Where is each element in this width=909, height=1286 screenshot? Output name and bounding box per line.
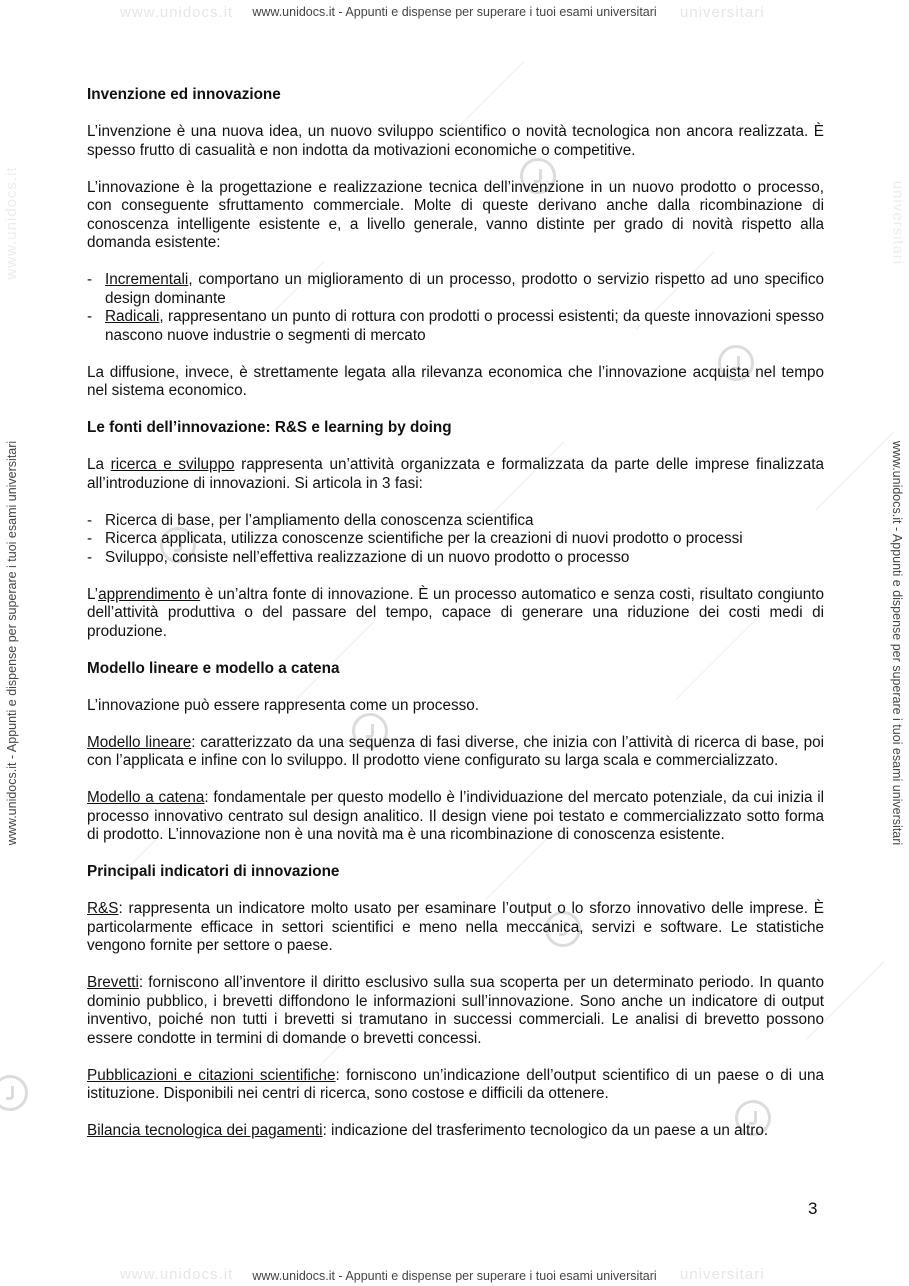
paragraph-modello-catena [87, 789, 824, 845]
term-rs: R&S [87, 900, 119, 917]
term-brevetti: Brevetti [87, 974, 139, 991]
text-span: La [87, 456, 111, 473]
paragraph-bilancia [87, 1122, 824, 1141]
text-span: : caratterizzato da una sequenza di fasi diverse, che inizia con l’attività di ricerca di base, poi con l’applicata e infine con lo sviluppo. Il prodotto viene configurato su larga scala e commercializzato. [87, 733, 824, 769]
term-modello-catena: Modello a catena [87, 789, 205, 806]
paragraph-apprendimento [87, 586, 824, 642]
text-span: : forniscono un’indicazione dell’output scientifico di un paese o di una istituzione. Disponibili nei centri di ricerca, sono costose e difficili da ottenere. [87, 1066, 824, 1102]
text-span: : rappresenta un indicatore molto usato per esaminare l’output o lo sforzo innovativo delle imprese. È particolarmente efficace in settori scientifici e meno nella meccanica, servizi e software. Le statistiche vengono fornite per settore o paese. [87, 900, 824, 954]
list-item-text: , comportano un miglioramento di un processo, prodotto o servizio rispetto ad uno specifico design dominante [105, 271, 824, 307]
ghost-watermark-top-right: universitari [680, 4, 765, 21]
paragraph-processo: L’innovazione può essere rappresenta come un processo. [87, 696, 480, 714]
list-item [87, 271, 824, 308]
paragraph-brevetti [87, 974, 824, 1048]
paragraph-pubblicazioni [87, 1067, 824, 1104]
ghost-watermark-bottom-right: universitari [680, 1266, 765, 1283]
innovation-types-list [87, 271, 824, 345]
text-span: rappresenta un’attività organizzata e formalizzata da parte delle imprese finalizzata all’introduzione di innovazioni. Si articola in 3 fasi: [87, 456, 824, 492]
term-modello-lineare: Modello lineare [87, 733, 192, 751]
paragraph-invenzione: L’invenzione è una nuova idea, un nuovo sviluppo scientifico o novità tecnologica non ancora realizzata. È spesso frutto di casualità e non indotta da motivazioni economiche o competitive. [87, 123, 824, 159]
term-ricerca-sviluppo: ricerca e sviluppo [110, 456, 235, 473]
text-span: : indicazione del trasferimento tecnologico da un paese a un altro. [322, 1122, 769, 1139]
term-incrementali: Incrementali [105, 271, 189, 288]
section-heading-fonti: Le fonti dell’innovazione: R&S e learning by doing [87, 419, 452, 436]
unidocs-logo-icon [0, 1075, 28, 1111]
list-item: - Ricerca applicata, utilizza conoscenze scientifiche per la creazioni di nuovi prodotto o processi [87, 530, 824, 549]
section-heading-indicatori: Principali indicatori di innovazione [87, 863, 340, 880]
ghost-watermark-bottom-left: www.unidocs.it [120, 1266, 234, 1283]
paragraph-modello-lineare [87, 734, 824, 771]
rs-phases-list [87, 512, 824, 568]
section-heading-modelli: Modello lineare e modello a catena [87, 659, 340, 677]
watermark-right: www.unidocs.it - Appunti e dispense per superare i tuoi esami universitari [890, 440, 904, 846]
section-heading-invenzione: Invenzione ed innovazione [87, 86, 281, 103]
term-pubblicazioni: Pubblicazioni e citazioni scientifiche [87, 1066, 336, 1084]
term-apprendimento: apprendimento [98, 585, 201, 603]
text-span: è un’altra fonte di innovazione. È un processo automatico e senza costi, risultato congiunto dell’attività produttiva o del passare del tempo, capace di generare una riduzione dei costi medi di produzione. [87, 585, 824, 640]
watermark-bottom: www.unidocs.it - Appunti e dispense per superare i tuoi esami universitari [252, 1269, 657, 1283]
ghost-watermark-left: www.unidocs.it [2, 166, 20, 280]
paragraph-ricerca-sviluppo [87, 456, 824, 493]
term-radicali: Radicali [105, 308, 160, 325]
term-bilancia: Bilancia tecnologica dei pagamenti [87, 1122, 323, 1139]
watermark-top: www.unidocs.it - Appunti e dispense per superare i tuoi esami universitari [252, 5, 657, 19]
ghost-watermark-top-left: www.unidocs.it [120, 4, 234, 21]
list-item: - Sviluppo, consiste nell’effettiva realizzazione di un nuovo prodotto o processo [87, 549, 824, 568]
text-span: : fondamentale per questo modello è l’individuazione del mercato potenziale, da cui inizia il processo innovativo centrato sul design analitico. Il design viene poi testato e commercializzato sotto forma di prodotto. L’innovazione non è una novità ma è una ricombinazione di conoscenza esistente. [87, 789, 824, 843]
paragraph-innovazione: L’innovazione è la progettazione e realizzazione tecnica dell’invenzione in un nuovo prodotto o processo, con conseguente sfruttamento commerciale. Molte di queste derivano anche dalla ricombinazione di conoscenza intelligente esistente e, a livello generale, vanno distinte per grado di novità rispetto alla domanda esistente: [87, 178, 824, 251]
list-item [87, 308, 824, 345]
watermark-line [816, 431, 894, 509]
watermark-left: www.unidocs.it - Appunti e dispense per superare i tuoi esami universitari [5, 440, 19, 846]
text-span: : forniscono all’inventore il diritto esclusivo sulla sua scoperta per un determinato periodo. In quanto dominio pubblico, i brevetti diffondono le informazioni sull’innovazione. Sono anche un indicatore di output inventivo, poiché non tutti i brevetti si tramutano in successi commerciali. Le analisi di brevetto possono essere condotte in termini di domande o brevetti concessi. [87, 974, 824, 1047]
document-body [87, 86, 824, 1141]
ghost-watermark-right: universitari [889, 180, 907, 266]
paragraph-rs [87, 900, 824, 956]
list-item-text: , rappresentano un punto di rottura con prodotti o processi esistenti; da queste innovazioni spesso nascono nuove industrie o segmenti di mercato [105, 308, 824, 344]
paragraph-diffusione: La diffusione, invece, è strettamente legata alla rilevanza economica che l’innovazione acquista nel tempo nel sistema economico. [87, 363, 824, 399]
list-item: - Ricerca di base, per l’ampliamento della conoscenza scientifica [87, 512, 824, 531]
page-number: 3 [808, 1199, 818, 1218]
text-span: L’ [87, 585, 99, 603]
